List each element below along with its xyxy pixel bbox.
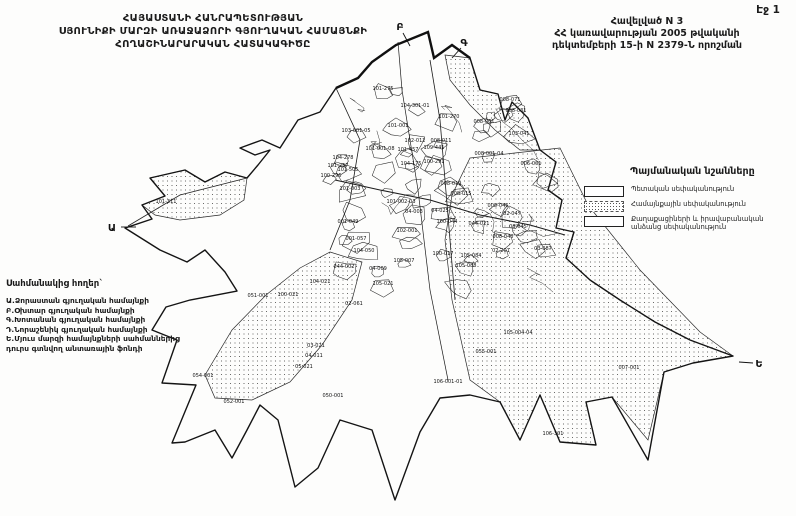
parcel-code-label: 101-270 bbox=[438, 114, 460, 120]
parcel-code-label: 101-001 bbox=[387, 123, 409, 129]
parcel-code-label: 008-015 bbox=[450, 191, 472, 197]
edge-letter-Ե: Ե bbox=[755, 359, 763, 370]
parcel-code-label: 109-441 bbox=[423, 145, 445, 151]
parcel-cell bbox=[381, 189, 393, 198]
legend-item-citizens bbox=[584, 215, 796, 231]
parcel-code-label: 105-088 bbox=[455, 263, 477, 269]
legend-item-community bbox=[584, 200, 796, 212]
parcel-code-label: 008-011 bbox=[430, 138, 452, 144]
parcel-code-label: 05-021 bbox=[295, 364, 313, 370]
parcel-code-label: 008-001-04 bbox=[474, 151, 504, 157]
legend-title: Պայմանական նշանները bbox=[630, 166, 755, 177]
parcel-boundary-line bbox=[350, 98, 365, 112]
parcel-code-label: 008-048 bbox=[492, 234, 514, 240]
adjacent-lands-title: Սահմանակից հողեր` bbox=[6, 279, 104, 289]
legend bbox=[584, 166, 796, 234]
adjacent-land-item: Գ.Խոտանան գյուղական համայնքի bbox=[6, 315, 146, 325]
parcel-code-label: 008-071 bbox=[499, 97, 521, 103]
adjacent-land-item: Ա.Ձորաստան գյուղական համայնքի bbox=[6, 296, 149, 305]
parcel-cell bbox=[372, 162, 395, 184]
parcel-code-label: 04-025 bbox=[431, 208, 449, 214]
parcel-code-label: 04-003 bbox=[405, 209, 423, 215]
parcel-code-label: 104-021 bbox=[309, 279, 331, 285]
parcel-code-label: 008-019 bbox=[440, 181, 462, 187]
adjacent-land-item: Դ.Նորաշենիկ գյուղական համայնքի bbox=[6, 324, 148, 334]
parcel-code-label: 105-007 bbox=[393, 258, 415, 264]
parcel-code-label: 101-505 bbox=[337, 167, 359, 173]
parcel-code-label: 100-296 bbox=[320, 173, 342, 179]
parcel-code-label: 106-001-01 bbox=[433, 379, 463, 385]
parcel-code-label: 02-201 bbox=[492, 248, 510, 254]
parcel-cell bbox=[400, 237, 423, 249]
parcel-code-label: 008-001 bbox=[473, 119, 495, 125]
adjacent-lands-list bbox=[6, 279, 206, 354]
parcel-code-label: 101-001-08 bbox=[365, 146, 395, 152]
parcel-code-label: 101-002-03 bbox=[386, 199, 416, 205]
parcel-code-label: 044-002 bbox=[333, 264, 355, 270]
dotted-region-southwest-band bbox=[205, 252, 362, 400]
page-number: Էջ 1 bbox=[756, 4, 780, 16]
parcel-code-label: 054-001 bbox=[192, 373, 214, 379]
parcel-code-label: 001-049 bbox=[337, 219, 359, 225]
parcel-code-label: 001-057 bbox=[345, 236, 367, 242]
parcel-code-label: 055-001 bbox=[475, 349, 497, 355]
legend-item-state bbox=[584, 185, 796, 197]
parcel-code-label: 03-045 bbox=[509, 224, 527, 230]
parcel-code-label: 101-311 bbox=[155, 199, 177, 205]
parcel-code-label: 03-087 bbox=[534, 246, 552, 252]
parcel-code-label: 008-031 bbox=[505, 108, 527, 114]
title-line-1: ՀԱՅԱՍՏԱՆԻ ՀԱՆՐԱՊԵՏՈՒԹՅԱՆ bbox=[122, 13, 304, 24]
annex-line-1: Հավելված N 3 bbox=[610, 16, 684, 27]
parcel-code-label: 04-011 bbox=[305, 353, 323, 359]
adjacent-land-item: դուրս գտնվող անտառային ֆոնդի bbox=[6, 343, 143, 353]
parcel-code-label: 101-275 bbox=[372, 86, 394, 92]
parcel-code-label: 100-291 bbox=[423, 159, 445, 165]
state-ownership-swatch bbox=[584, 186, 624, 197]
parcel-code-label: 006-001 bbox=[520, 161, 542, 167]
title-line-3: ՀՈՂԱՇԻՆԱՐԱՐԱԿԱՆ ՀԱՏԱԿԱԳԻԾԸ bbox=[115, 39, 311, 50]
parcel-code-label: 008-046 bbox=[487, 203, 509, 209]
parcel-code-label: 104-050 bbox=[353, 248, 375, 254]
community-ownership-swatch bbox=[584, 201, 624, 212]
parcel-code-label: 03-021 bbox=[307, 343, 325, 349]
annex-reference bbox=[508, 16, 786, 52]
adjacent-land-item: Բ.Օխտար գյուղական համայնքի bbox=[6, 305, 135, 315]
parcel-code-label: 052-001 bbox=[223, 399, 245, 405]
parcel-code-label: 106-301 bbox=[542, 431, 564, 437]
parcel-code-label: 051-001 bbox=[247, 293, 269, 299]
parcel-code-label: 103-001-05 bbox=[341, 128, 371, 134]
parcel-code-label: 04-009 bbox=[369, 266, 387, 272]
parcel-code-label: 104-278 bbox=[332, 155, 354, 161]
parcel-code-label: 050-001 bbox=[322, 393, 344, 399]
parcel-code-label: 104-301-01 bbox=[400, 103, 430, 109]
annex-line-2: ՀՀ կառավարության 2005 թվականի bbox=[554, 28, 740, 39]
parcel-code-label: 100-044 bbox=[436, 219, 458, 225]
parcel-code-label: 007-001 bbox=[618, 365, 640, 371]
parcel-code-label: 102-001 bbox=[396, 228, 418, 234]
parcel-code-label: 105-021 bbox=[372, 281, 394, 287]
legend-item-label: Համայնքային սեփականություն bbox=[631, 200, 746, 208]
adjacent-land-item: Ե.Մյուս մարզի համայնքների սահմաններից bbox=[6, 334, 180, 344]
parcel-code-label: 100-021 bbox=[277, 292, 299, 298]
edge-letter-Բ: Բ bbox=[396, 22, 404, 33]
parcel-cell bbox=[405, 179, 421, 194]
parcel-code-label: 101-257 bbox=[327, 163, 349, 169]
citizens-ownership-swatch bbox=[584, 216, 624, 227]
parcel-code-label: 105-004-04 bbox=[503, 330, 533, 336]
community-ownership-regions bbox=[142, 55, 733, 445]
edge-letter-Ա: Ա bbox=[107, 223, 117, 234]
annex-line-3: դեկտեմբերի 15-ի N 2379-Ն որոշման bbox=[551, 40, 743, 51]
edge-letter-Գ: Գ bbox=[460, 38, 468, 49]
parcel-code-label: 104-175 bbox=[400, 161, 422, 167]
parcel-code-label: 101-457 bbox=[397, 147, 419, 153]
parcel-code-label: 102-012 bbox=[404, 138, 426, 144]
title-line-2: ՍՅՈՒՆԻՔԻ ՄԱՐԶԻ ԱՌԱՋԱՁՈՐԻ ԳՅՈՒՂԱԿԱՆ ՀԱՄԱՅՆՔԻ bbox=[58, 26, 368, 37]
legend-item-label: Քաղաքացիների և իրավաբանական անձանց սեփականություն bbox=[631, 215, 764, 231]
dotted-region-west-lobe bbox=[142, 170, 247, 220]
parcel-code-label: 103-041 bbox=[508, 131, 530, 137]
parcel-code-label: 02-047 bbox=[503, 211, 521, 217]
legend-item-label: Պետական սեփականություն bbox=[631, 185, 735, 193]
document-title bbox=[48, 12, 378, 51]
parcel-code-label: 100-017 bbox=[432, 251, 454, 257]
parcel-code-label: 105-084 bbox=[460, 253, 482, 259]
parcel-code-label: 044-021 bbox=[468, 221, 490, 227]
parcel-code-label: 02-061 bbox=[345, 301, 363, 307]
parcel-code-label: 101-003 bbox=[339, 186, 361, 192]
